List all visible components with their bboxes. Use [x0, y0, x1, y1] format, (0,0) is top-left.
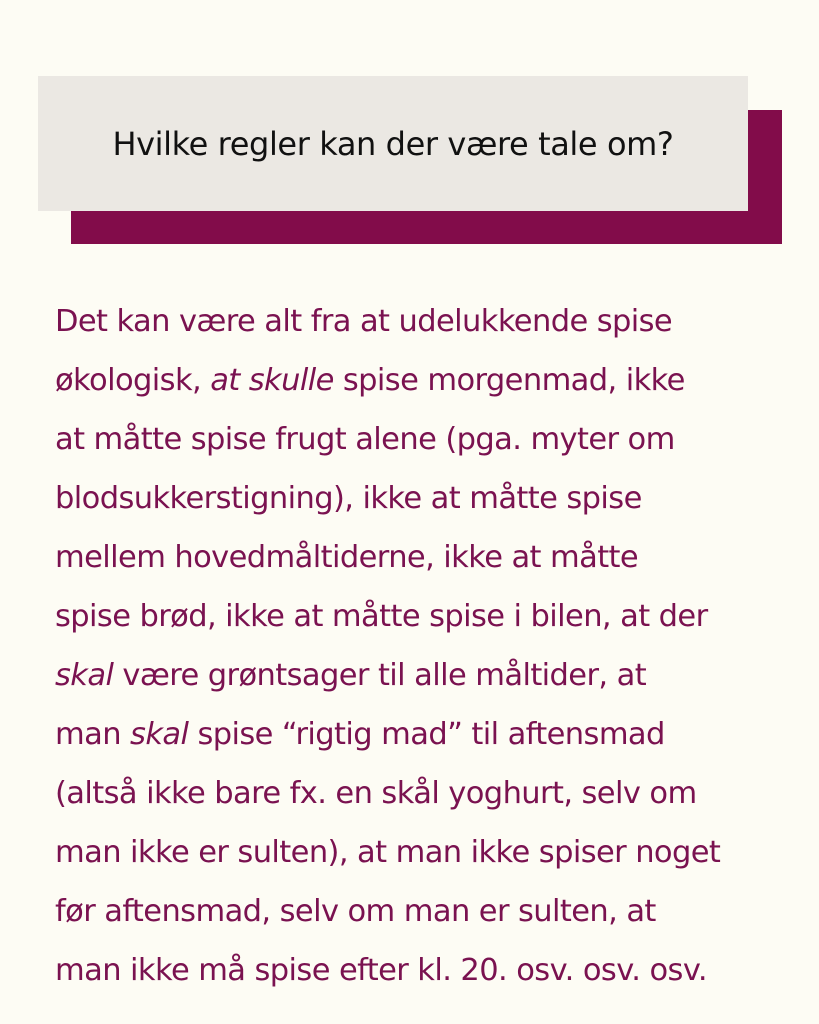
text-run: før aftensmad, selv om man er sulten, at	[55, 894, 656, 929]
paragraph-line	[55, 764, 805, 823]
paragraph-line	[55, 587, 805, 646]
paragraph-line	[55, 941, 805, 1000]
paragraph-line	[55, 528, 805, 587]
paragraph-line	[55, 646, 805, 705]
emphasized-text: skal	[130, 717, 189, 752]
text-run: være grøntsager til alle måltider, at	[113, 658, 647, 693]
paragraph-line	[55, 469, 805, 528]
paragraph-line	[55, 882, 805, 941]
paragraph-line	[55, 705, 805, 764]
text-run: (altså ikke bare fx. en skål yoghurt, selv om	[55, 776, 697, 811]
paragraph-line	[55, 351, 805, 410]
paragraph-line	[55, 292, 805, 351]
emphasized-text: at skulle	[210, 363, 334, 398]
text-run: man ikke må spise efter kl. 20. osv. osv. osv.	[55, 953, 707, 988]
header-box	[38, 76, 748, 211]
text-run: økologisk,	[55, 363, 211, 398]
paragraph-line	[55, 410, 805, 469]
text-run: at måtte spise frugt alene (pga. myter om	[55, 422, 675, 457]
emphasized-text: skal	[55, 658, 114, 693]
text-run: man	[55, 717, 131, 752]
text-run: spise morgenmad, ikke	[333, 363, 685, 398]
text-run: spise brød, ikke at måtte spise i bilen, at der	[55, 599, 708, 634]
text-run: Det kan være alt fra at udelukkende spise	[55, 304, 673, 339]
text-run: man ikke er sulten), at man ikke spiser noget	[55, 835, 721, 870]
text-run: blodsukkerstigning), ikke at måtte spise	[55, 481, 642, 516]
text-run: spise “rigtig mad” til aftensmad	[188, 717, 665, 752]
body-paragraph	[55, 292, 805, 1000]
paragraph-line	[55, 823, 805, 882]
page-title: Hvilke regler kan der være tale om?	[112, 124, 674, 163]
text-run: mellem hovedmåltiderne, ikke at måtte	[55, 540, 639, 575]
